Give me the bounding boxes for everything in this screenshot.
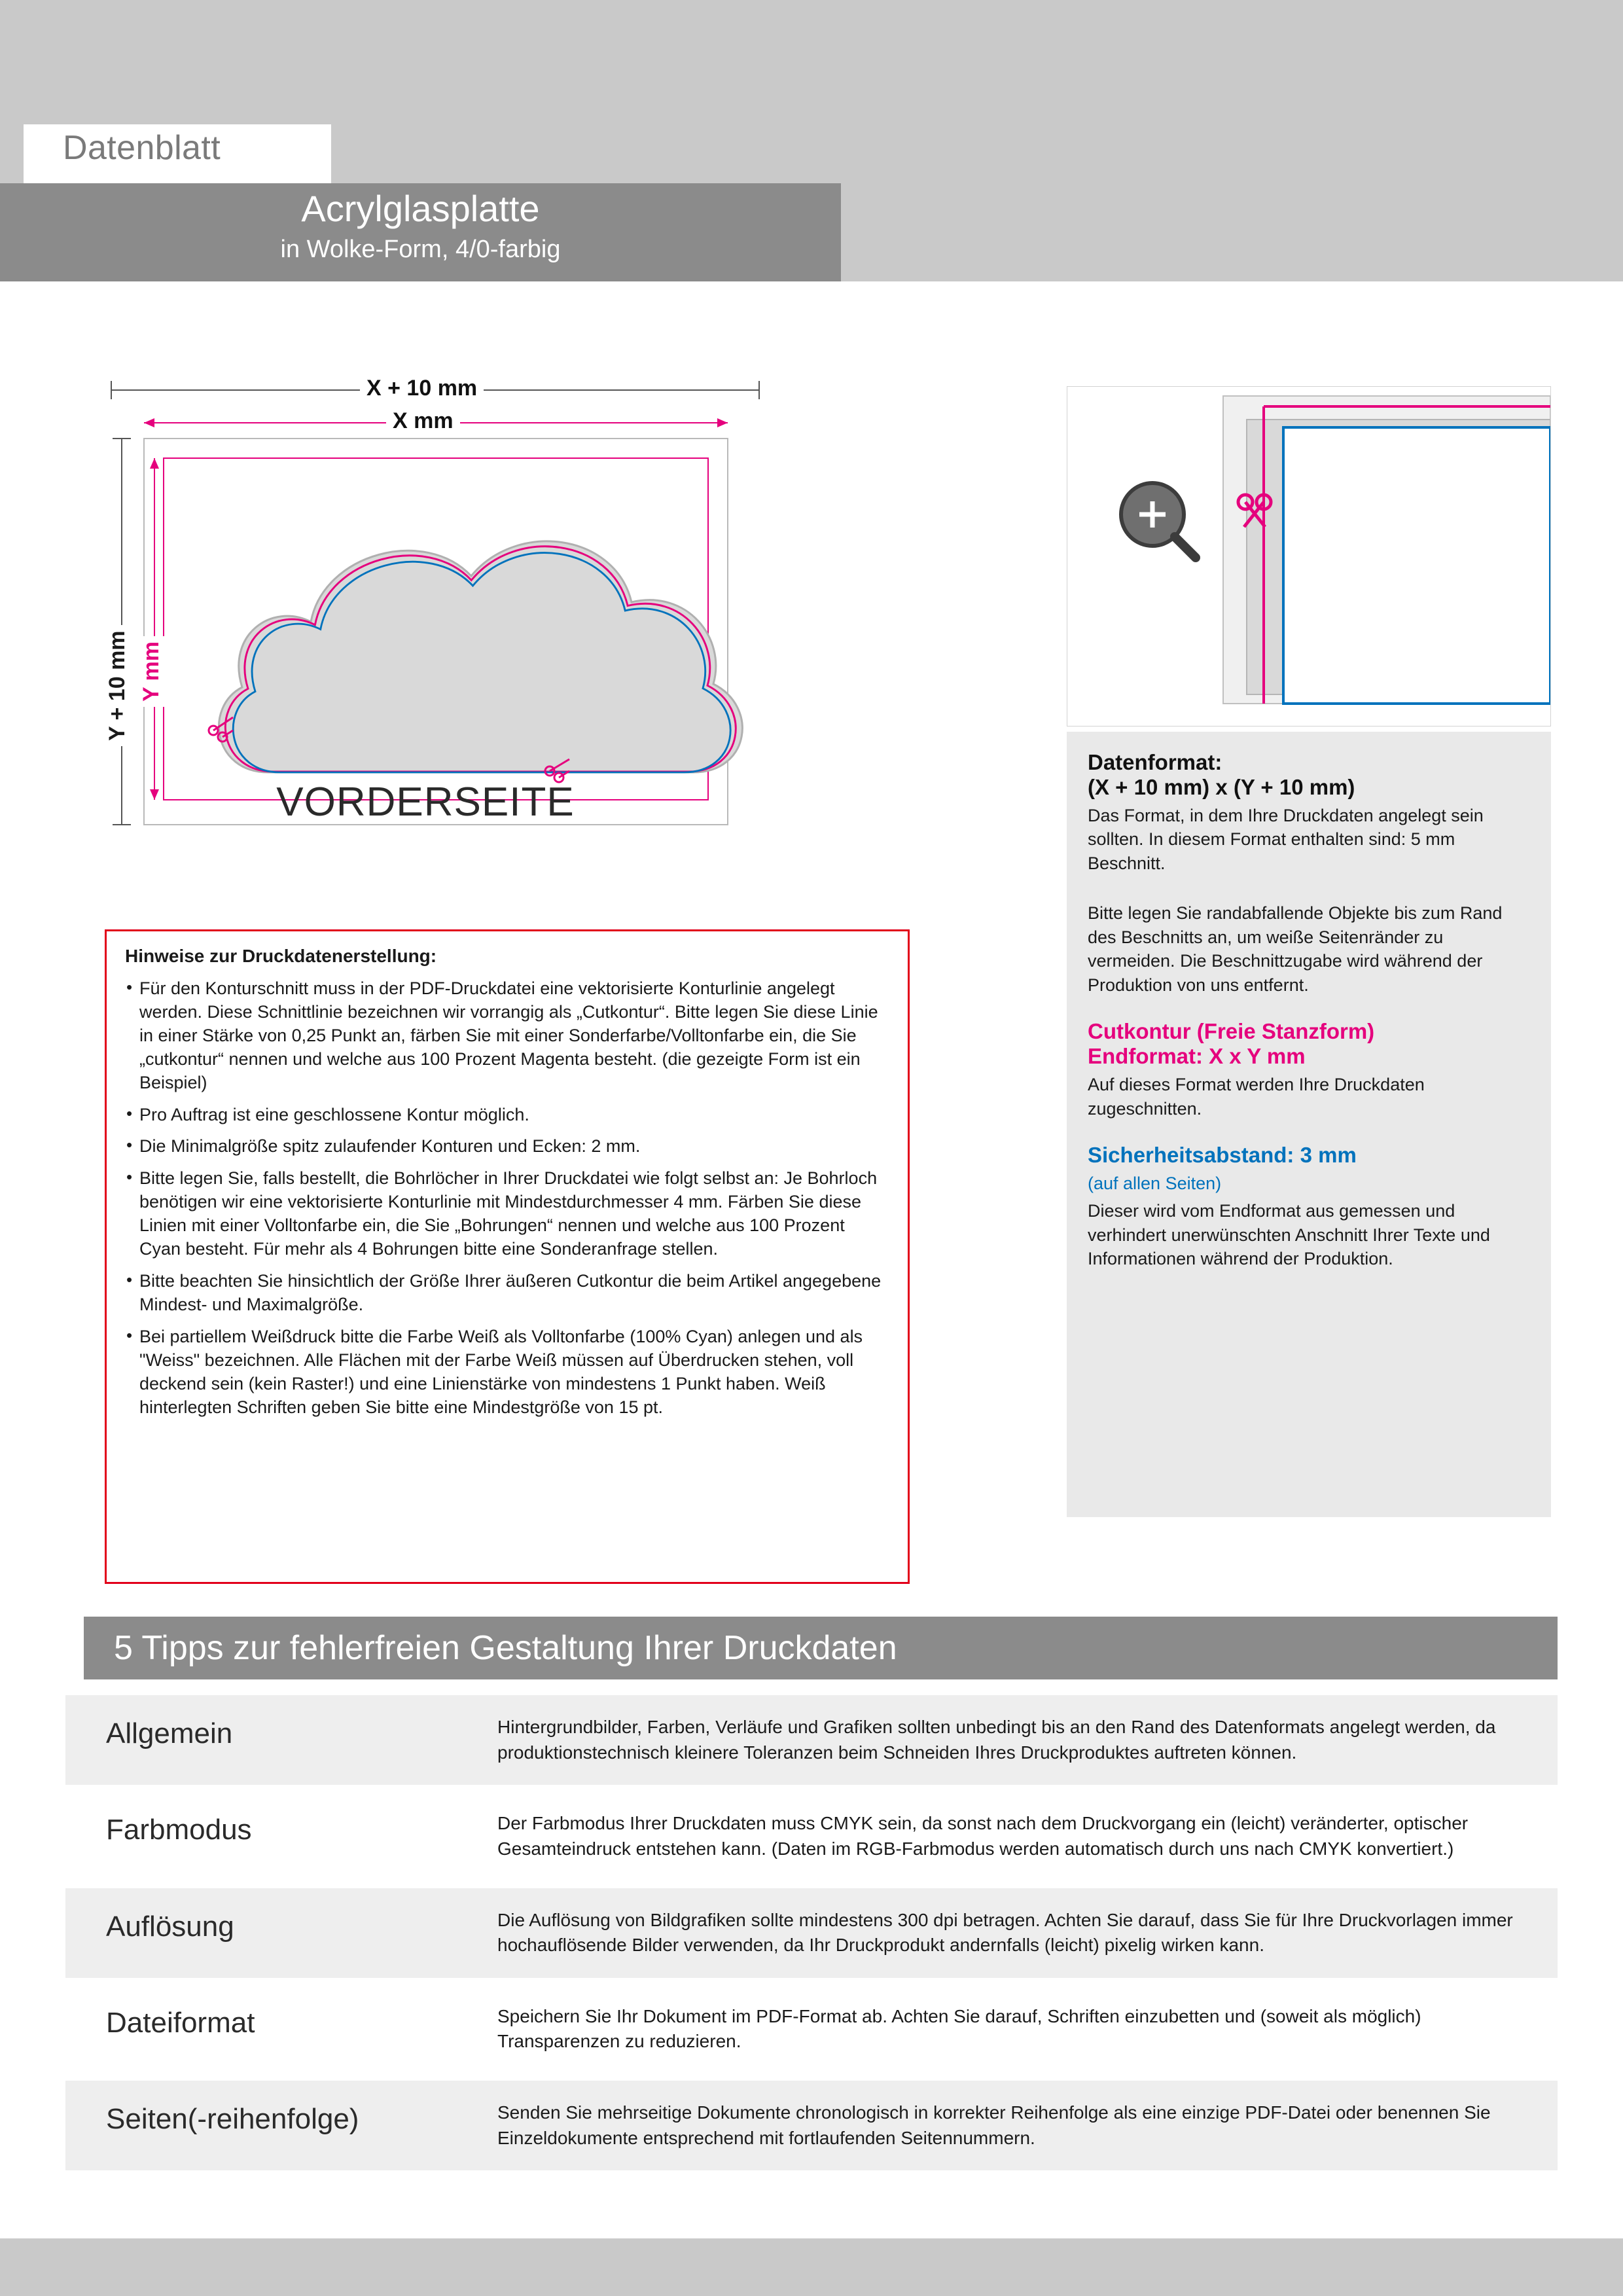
- hinweise-title: Hinweise zur Druckdatenerstellung:: [125, 946, 437, 966]
- dim-label-x-plus-10: X + 10 mm: [360, 376, 484, 401]
- corner-zoom-illustration: [1067, 386, 1551, 726]
- hinweise-item: • Bitte legen Sie, falls bestellt, die Bohrlöcher in Ihrer Druckdatei wie folgt selbst an: Je Bohrloch benötigen wir eine vektorisierte Konturlinie mit Mindestdurchmesser 4 mm. Färben Sie diese Linien mit einer Volltonfarbe ein, die Sie „Bohrungen“ nennen und welche aus 100 Prozent Cyan besteht. Für mehr als 4 Bohrungen bitte eine Sonderanfrage stellen.: [125, 1167, 889, 1261]
- cloud-shape-svg: [98, 367, 916, 910]
- hinweise-item: • Für den Konturschnitt muss in der PDF-Druckdatei eine vektorisierte Konturlinie angelegt werden. Diese Schnittlinie bezeichnen wir vorrangig als „Cutkontur“. Bitte legen Sie diese Linie in einer Stärke von 0,25 Punkt an, färben Sie mit einer Sonderfarbe/Volltonfarbe ein, die Sie „cutkontur“ nennen und welche aus 100 Prozent Magenta besteht. (die gezeigte Form ist ein Beispiel): [125, 977, 889, 1095]
- hinweise-item: • Bei partiellem Weißdruck bitte die Farbe Weiß als Volltonfarbe (100% Cyan) anlegen und als "Weiss" bezeichnen. Alle Flächen mit der Farbe Weiß müssen auf Überdrucken stehen, voll deckend sein (kein Raster!) und eine Linienstärke von mindestens 1 Punkt haben. Weiß hinterlegten Schriften geben Sie bitte eine Mindestgröße von 15 pt.: [125, 1325, 889, 1420]
- cutkontur-title: Cutkontur (Freie Stanzform): [1088, 1019, 1375, 1044]
- info-panel: [1067, 732, 1551, 1517]
- sicherheitsabstand-text: Dieser wird vom Endformat aus gemessen und verhindert unerwünschten Anschnitt Ihrer Texte und Informationen während der Produktion.: [1088, 1201, 1490, 1269]
- tipps-heading-band: [84, 1617, 1558, 1679]
- dim-label-x: X mm: [386, 408, 460, 434]
- tip-name: Farbmodus: [106, 1814, 252, 1846]
- table-row: [65, 1888, 1558, 1978]
- datenblatt-tag-label: Datenblatt: [63, 129, 221, 167]
- tipps-table: [65, 1695, 1558, 2177]
- sicherheitsabstand-sub: (auf allen Seiten): [1088, 1173, 1222, 1193]
- tip-text: Der Farbmodus Ihrer Druckdaten muss CMYK sein, da sonst nach dem Druckvorgang ein (leicht) veränderter, optischer Gesamteindruck entstehen kann. (Daten im RGB-Farbmodus werden automatisch durch uns nach CMYK konvertiert.): [497, 1813, 1469, 1859]
- dim-label-y: Y mm: [139, 636, 164, 707]
- tip-name: Dateiformat: [106, 2006, 255, 2039]
- table-row: [65, 1984, 1558, 2074]
- tipps-heading: 5 Tipps zur fehlerfreien Gestaltung Ihrer Druckdaten: [114, 1629, 897, 1667]
- hinweise-item: • Die Minimalgröße spitz zulaufender Konturen und Ecken: 2 mm.: [125, 1135, 889, 1158]
- hinweise-item: • Bitte beachten Sie hinsichtlich der Größe Ihrer äußeren Cutkontur die beim Artikel angegebene Mindest- und Maximalgröße.: [125, 1270, 889, 1317]
- datenformat-formula: (X + 10 mm) x (Y + 10 mm): [1088, 775, 1355, 799]
- hinweise-box: [105, 929, 910, 1584]
- magnifier-icon: [1121, 483, 1196, 558]
- endformat-text: Auf dieses Format werden Ihre Druckdaten zugeschnitten.: [1088, 1075, 1425, 1119]
- endformat-title: Endformat: X x Y mm: [1088, 1044, 1306, 1069]
- tip-name: Seiten(-reihenfolge): [106, 2103, 359, 2135]
- tip-text: Die Auflösung von Bildgrafiken sollte mindestens 300 dpi betragen. Achten Sie darauf, dass Sie für Ihre Druckvorlagen immer hochauflösende Bilder verwenden, da Ihr Druckprodukt andernfalls (leicht) pixelig wirken kann.: [497, 1909, 1513, 1956]
- tip-name: Allgemein: [106, 1717, 233, 1749]
- tip-text: Senden Sie mehrseitige Dokumente chronologisch in korrekter Reihenfolge als eine einzige PDF-Datei oder benennen Sie Einzeldokumente entsprechend mit fortlaufenden Seitennummern.: [497, 2102, 1491, 2148]
- footer-band: [0, 2238, 1623, 2296]
- datenformat-title: Datenformat:: [1088, 750, 1222, 774]
- table-row: [65, 1695, 1558, 1785]
- tip-text: Hintergrundbilder, Farben, Verläufe und Grafiken sollten unbedingt bis an den Rand des Datenformats angelegt werden, da produktionstechnisch kleinere Toleranzen beim Schneiden Ihres Druckproduktes auftreten können.: [497, 1717, 1496, 1763]
- product-diagram: [98, 367, 916, 910]
- page-subtitle: in Wolke-Form, 4/0-farbig: [280, 236, 561, 263]
- corner-zoom-svg: [1067, 387, 1550, 726]
- tip-name: Auflösung: [106, 1910, 234, 1943]
- datenformat-text: Das Format, in dem Ihre Druckdaten angelegt sein sollten. In diesem Format enthalten sind: 5 mm Beschnitt.: [1088, 806, 1484, 873]
- dim-label-y-plus-10: Y + 10 mm: [105, 625, 130, 746]
- shape-face-label: VORDERSEITE: [276, 780, 575, 825]
- hinweise-list: [125, 977, 889, 1419]
- sicherheitsabstand-title: Sicherheitsabstand: 3 mm: [1088, 1142, 1357, 1167]
- tip-text: Speichern Sie Ihr Dokument im PDF-Format ab. Achten Sie darauf, Schriften einzubetten und (soweit als möglich) Transparenzen zu reduzieren.: [497, 2005, 1421, 2052]
- page-title: Acrylglasplatte: [301, 188, 540, 229]
- table-row: [65, 2081, 1558, 2170]
- hinweise-item: • Pro Auftrag ist eine geschlossene Kontur möglich.: [125, 1103, 889, 1127]
- table-row: [65, 1791, 1558, 1881]
- beschnitt-text: Bitte legen Sie randabfallende Objekte bis zum Rand des Beschnitts an, um weiße Seitenränder zu vermeiden. Die Beschnittzugabe wird während der Produktion von uns entfernt.: [1088, 903, 1503, 995]
